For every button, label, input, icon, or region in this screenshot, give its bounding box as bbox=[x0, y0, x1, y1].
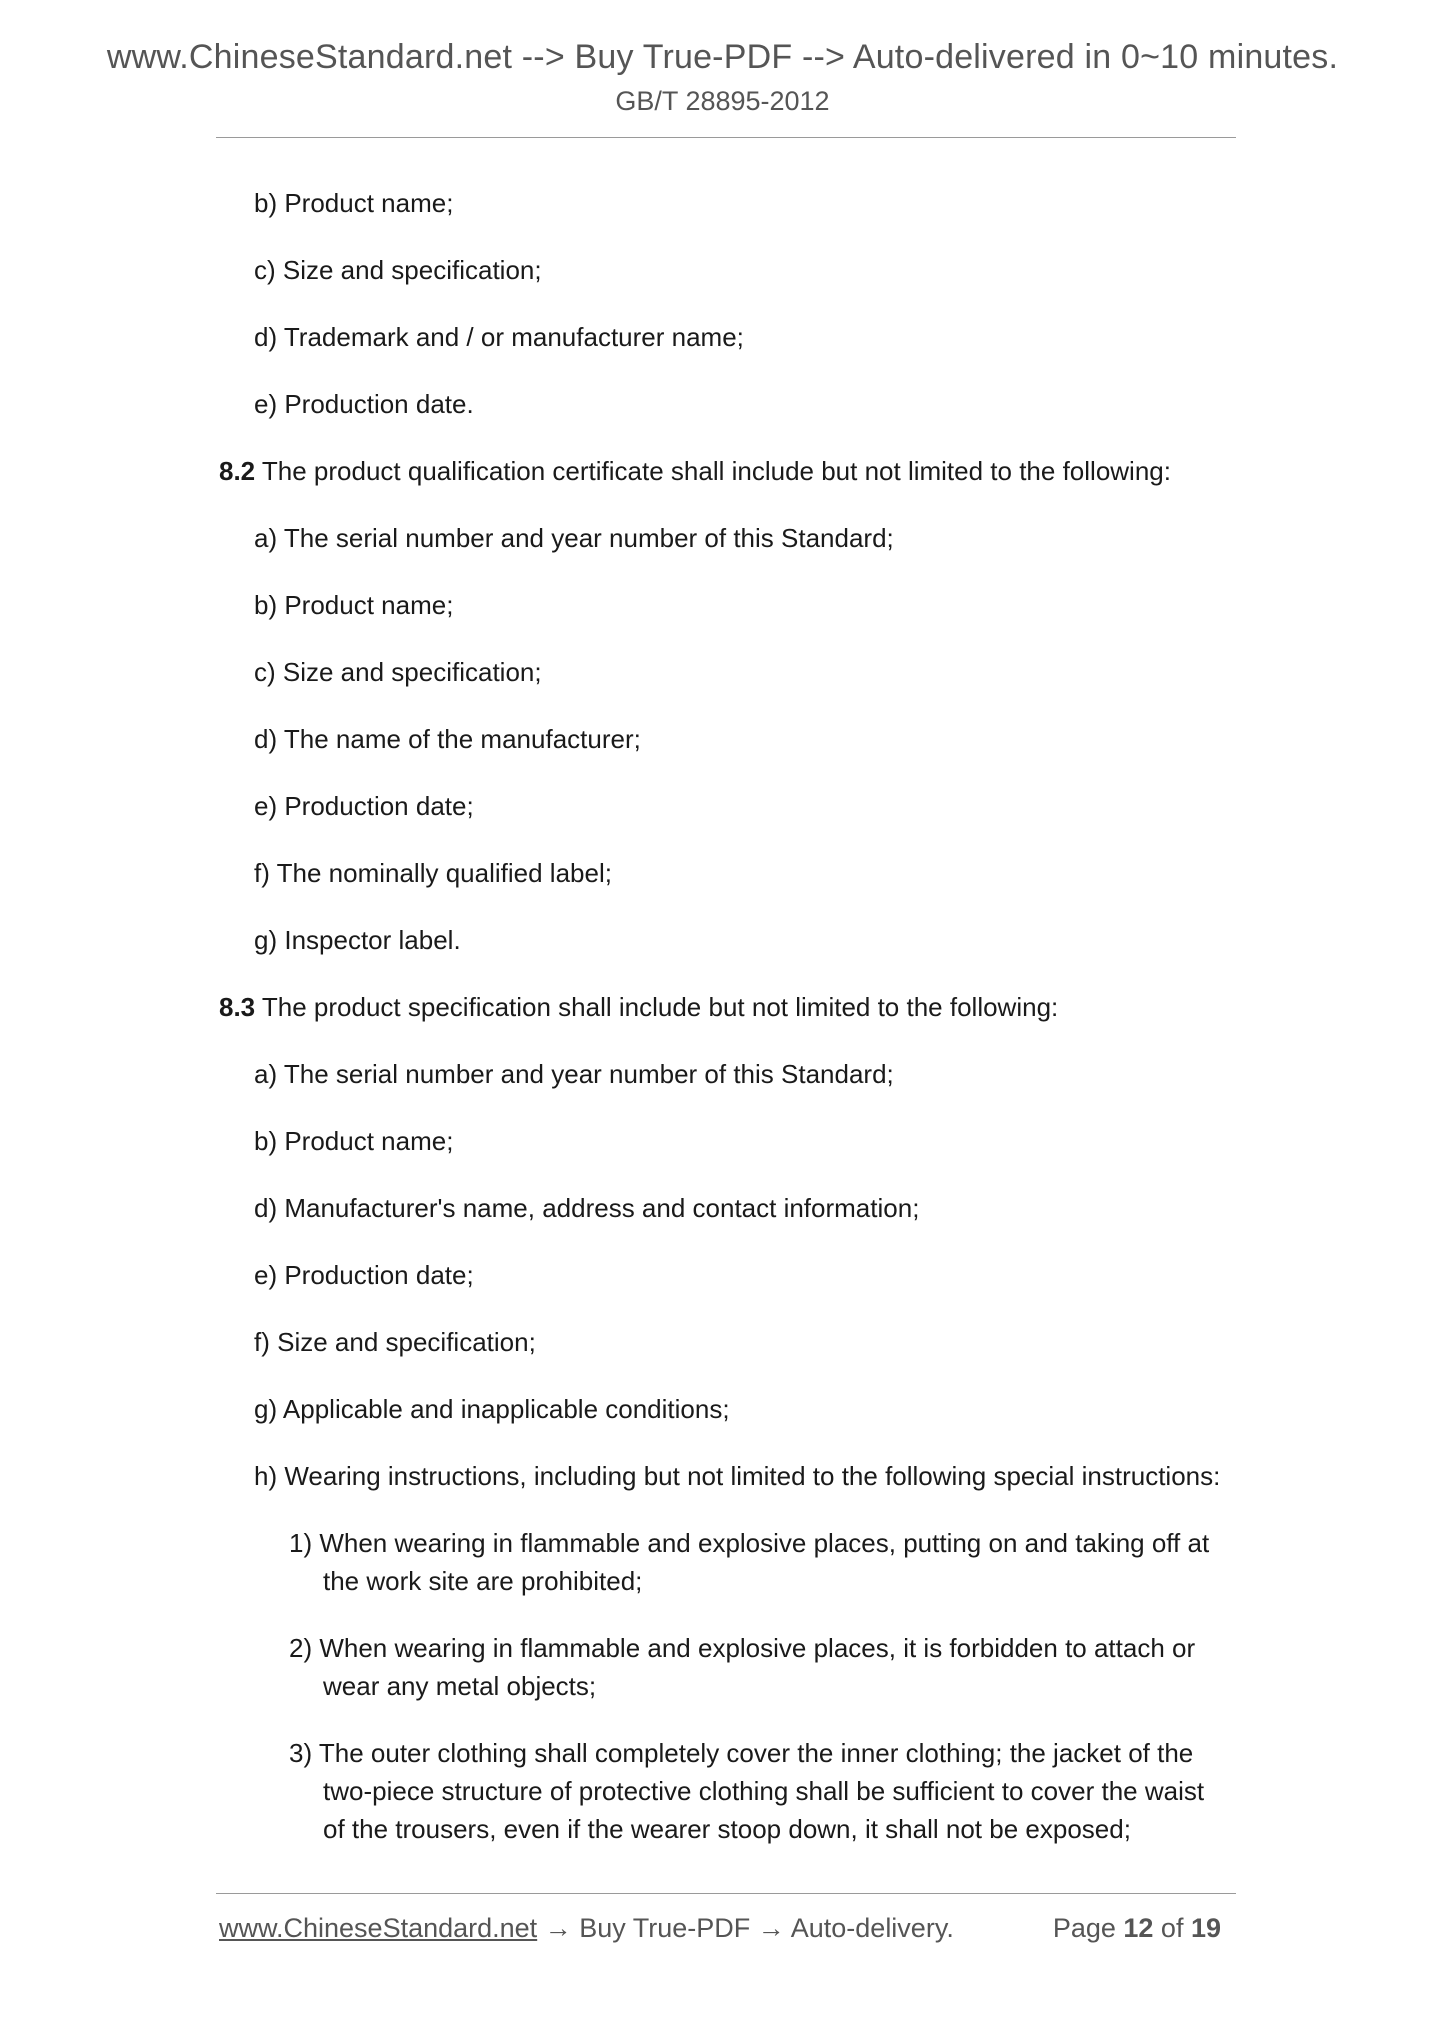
footer-divider bbox=[216, 1893, 1236, 1894]
clause-8-3 bbox=[219, 992, 1058, 1022]
sub-item-line: of the trousers, even if the wearer stoop down, it shall not be exposed; bbox=[323, 1814, 1131, 1844]
sub-item-line: the work site are prohibited; bbox=[323, 1566, 643, 1596]
list-item: b) Product name; bbox=[254, 1126, 454, 1156]
standard-code: GB/T 28895-2012 bbox=[615, 86, 830, 116]
sub-item-line: 1) When wearing in flammable and explosive places, putting on and taking off at bbox=[289, 1528, 1210, 1558]
clause-text: The product specification shall include but not limited to the following: bbox=[255, 992, 1059, 1022]
page-indicator bbox=[1053, 1913, 1221, 1944]
list-item: e) Production date. bbox=[254, 389, 474, 419]
sub-item-line: two-piece structure of protective clothing shall be sufficient to cover the waist bbox=[323, 1776, 1205, 1806]
header-banner: www.ChineseStandard.net --> Buy True-PDF --> Auto-delivered in 0~10 minutes. bbox=[106, 38, 1339, 76]
list-item: f) The nominally qualified label; bbox=[254, 858, 612, 888]
list-item: e) Production date; bbox=[254, 791, 474, 821]
clause-8-2 bbox=[219, 456, 1171, 486]
list-item: a) The serial number and year number of this Standard; bbox=[254, 1059, 894, 1089]
clause-number: 8.2 bbox=[219, 456, 256, 486]
list-item: g) Applicable and inapplicable conditions; bbox=[254, 1394, 730, 1424]
sub-item-line: 3) The outer clothing shall completely cover the inner clothing; the jacket of the bbox=[289, 1738, 1194, 1768]
total-pages: 19 bbox=[1190, 1913, 1221, 1943]
sub-item-line: 2) When wearing in flammable and explosive places, it is forbidden to attach or bbox=[289, 1633, 1196, 1663]
clause-text: The product qualification certificate shall include but not limited to the following: bbox=[255, 456, 1171, 486]
list-item: g) Inspector label. bbox=[254, 925, 461, 955]
list-item: h) Wearing instructions, including but not limited to the following special instructions: bbox=[254, 1461, 1221, 1491]
footer-promo bbox=[219, 1913, 954, 1944]
list-item: e) Production date; bbox=[254, 1260, 474, 1290]
site-link[interactable]: www.ChineseStandard.net bbox=[219, 1913, 538, 1943]
page-label: Page bbox=[1052, 1913, 1124, 1943]
of-label: of bbox=[1153, 1913, 1191, 1943]
list-item: d) Trademark and / or manufacturer name; bbox=[254, 322, 744, 352]
list-item: b) Product name; bbox=[254, 590, 454, 620]
list-item: d) The name of the manufacturer; bbox=[254, 724, 641, 754]
sub-item-line: wear any metal objects; bbox=[323, 1671, 597, 1701]
clause-number: 8.3 bbox=[219, 992, 256, 1022]
footer-promo-text: → Buy True-PDF → Auto-delivery. bbox=[537, 1913, 954, 1943]
header-divider bbox=[216, 137, 1236, 138]
list-item: d) Manufacturer's name, address and contact information; bbox=[254, 1193, 920, 1223]
current-page: 12 bbox=[1123, 1913, 1154, 1943]
list-item: f) Size and specification; bbox=[254, 1327, 536, 1357]
list-item: c) Size and specification; bbox=[254, 657, 542, 687]
list-item: a) The serial number and year number of this Standard; bbox=[254, 523, 894, 553]
list-item: b) Product name; bbox=[254, 188, 454, 218]
list-item: c) Size and specification; bbox=[254, 255, 542, 285]
